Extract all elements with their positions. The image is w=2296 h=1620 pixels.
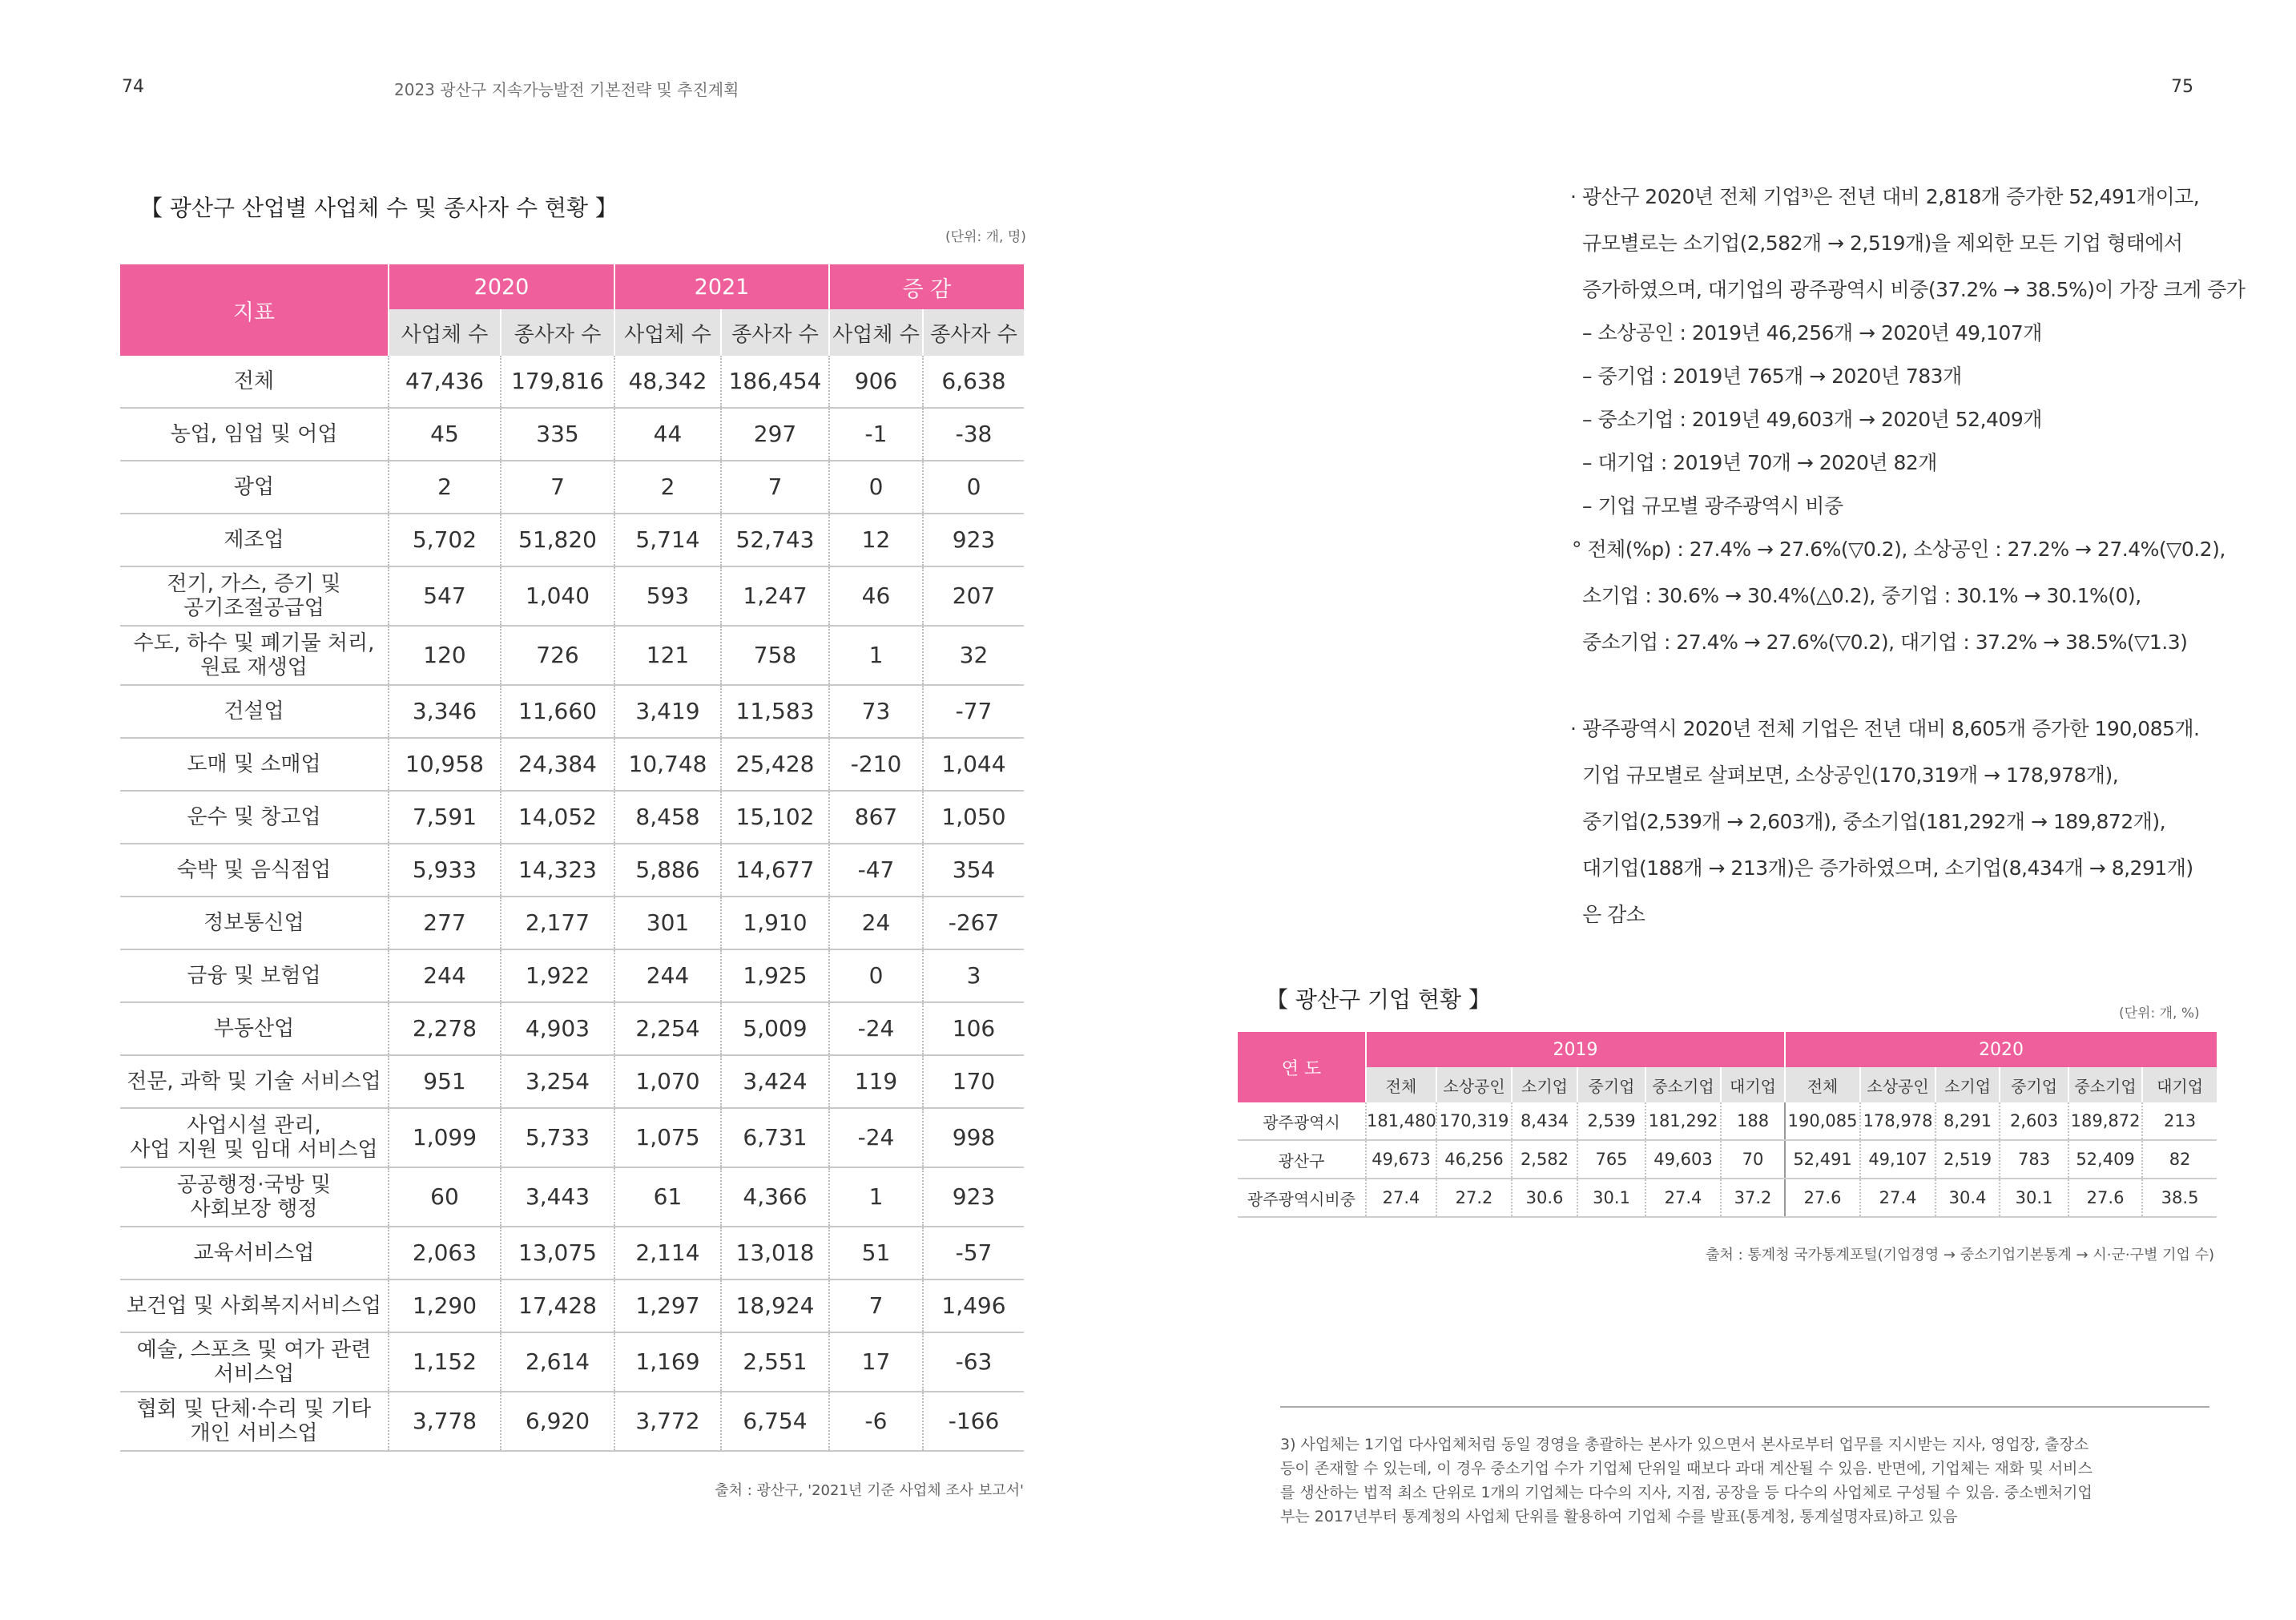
left-table-title: 【 광산구 산업별 사업체 수 및 종사자 수 현황 】 xyxy=(140,195,618,221)
subheader-cell: 중소기업 xyxy=(1645,1067,1721,1102)
subheader-cell: 중소기업 xyxy=(2068,1067,2142,1102)
table-cell: 10,748 xyxy=(614,738,721,791)
row-label-line: 교육서비스업 xyxy=(193,1241,315,1265)
table-row xyxy=(120,738,1024,791)
header-year-2020: 2020 xyxy=(1785,1032,2217,1067)
table-cell: 244 xyxy=(389,949,501,1002)
table-cell: 27.2 xyxy=(1436,1179,1512,1217)
table-cell: 49,603 xyxy=(1645,1140,1721,1179)
table-cell: 867 xyxy=(829,791,923,844)
row-label xyxy=(120,408,389,461)
table-cell: 49,107 xyxy=(1860,1140,1935,1179)
table-cell: 593 xyxy=(614,566,721,626)
table-cell: 1,496 xyxy=(923,1279,1024,1332)
table-cell: 1 xyxy=(829,626,923,685)
text-line: 대기업(188개 → 213개)은 증가하였으며, 소기업(8,434개 → 8,291개) xyxy=(1582,856,2193,880)
subheader-cell: 사업체 수 xyxy=(614,309,721,356)
table-cell: 923 xyxy=(923,514,1024,566)
row-label xyxy=(120,566,389,626)
table-cell: 6,731 xyxy=(721,1108,829,1167)
table-cell: 244 xyxy=(614,949,721,1002)
table-cell: 1,169 xyxy=(614,1332,721,1392)
table-cell: -210 xyxy=(829,738,923,791)
subheader-cell: 종사자 수 xyxy=(923,309,1024,356)
table-cell: 14,323 xyxy=(501,844,614,897)
text-line: 소기업 : 30.6% → 30.4%(△0.2), 중기업 : 30.1% → 30.1%(0), xyxy=(1582,584,2141,607)
subheader-cell: 소기업 xyxy=(1935,1067,2000,1102)
table-cell: 951 xyxy=(389,1055,501,1108)
footnote-line: 부는 2017년부터 통계청의 사업체 단위를 활용하여 기업체 수를 발표(통계청, 통계설명자료)하고 있음 xyxy=(1280,1508,1958,1525)
table-cell: -77 xyxy=(923,685,1024,738)
table-cell: 46 xyxy=(829,566,923,626)
table-cell: 354 xyxy=(923,844,1024,897)
table-cell: 301 xyxy=(614,897,721,949)
header-year-2019: 2019 xyxy=(1366,1032,1785,1067)
table-row xyxy=(120,791,1024,844)
table-cell: 17 xyxy=(829,1332,923,1392)
row-label xyxy=(120,356,389,408)
row-label xyxy=(120,461,389,514)
table-cell: 14,052 xyxy=(501,791,614,844)
table-cell: 14,677 xyxy=(721,844,829,897)
left-table-source: 출처 : 광산구, '2021년 기준 사업체 조사 보고서' xyxy=(715,1482,1024,1499)
header-year-2020: 2020 xyxy=(389,264,614,309)
text-line: 은 감소 xyxy=(1582,903,1645,926)
row-label-line: 도매 및 소매업 xyxy=(187,752,321,776)
table-cell: -63 xyxy=(923,1332,1024,1392)
table-cell: 3,778 xyxy=(389,1392,501,1451)
subheader-cell: 종사자 수 xyxy=(721,309,829,356)
table-cell: 8,434 xyxy=(1512,1102,1577,1140)
table-row xyxy=(1238,1179,2217,1217)
table-row xyxy=(120,461,1024,514)
table-row xyxy=(120,949,1024,1002)
table-row xyxy=(120,1332,1024,1392)
subheader-cell: 중기업 xyxy=(2000,1067,2068,1102)
footnote-line: 를 생산하는 법적 최소 단위로 1개의 기업체는 다수의 지사, 지점, 공장을 등 다수의 사업체로 구성될 수 있음. 중소벤처기업 xyxy=(1280,1484,2093,1501)
subheader-cell: 사업체 수 xyxy=(829,309,923,356)
table-row xyxy=(120,685,1024,738)
row-label-line: 협회 및 단체·수리 및 기타 xyxy=(136,1397,372,1421)
table-cell: -47 xyxy=(829,844,923,897)
table-cell: 5,886 xyxy=(614,844,721,897)
table-cell: 3,419 xyxy=(614,685,721,738)
subheader-cell: 대기업 xyxy=(2142,1067,2217,1102)
table-cell: 12 xyxy=(829,514,923,566)
table-row xyxy=(120,844,1024,897)
table-cell: 0 xyxy=(923,461,1024,514)
table-cell: 82 xyxy=(2142,1140,2217,1179)
table-cell: 5,733 xyxy=(501,1108,614,1167)
table-row xyxy=(120,1392,1024,1451)
row-label xyxy=(120,738,389,791)
header-year-2021: 2021 xyxy=(614,264,829,309)
text-line: 중소기업 : 27.4% → 27.6%(▽0.2), 대기업 : 37.2% → 38.5%(▽1.3) xyxy=(1582,631,2188,654)
table-cell: 189,872 xyxy=(2068,1102,2142,1140)
row-label-line: 서비스업 xyxy=(213,1362,295,1386)
row-label-line: 사업시설 관리, xyxy=(187,1114,321,1138)
subheader-cell: 소상공인 xyxy=(1436,1067,1512,1102)
row-label-line: 공기조절공급업 xyxy=(183,596,324,620)
table-cell: 52,743 xyxy=(721,514,829,566)
text-line: – 중소기업 : 2019년 49,603개 → 2020년 52,409개 xyxy=(1582,408,2042,431)
table-cell: 1,925 xyxy=(721,949,829,1002)
table-cell: -38 xyxy=(923,408,1024,461)
table-row xyxy=(120,897,1024,949)
table-cell: 120 xyxy=(389,626,501,685)
table-cell: 6,754 xyxy=(721,1392,829,1451)
subheader-cell: 소상공인 xyxy=(1860,1067,1935,1102)
table-cell: 2,114 xyxy=(614,1227,721,1279)
table-cell: 51,820 xyxy=(501,514,614,566)
text-line: – 소상공인 : 2019년 46,256개 → 2020년 49,107개 xyxy=(1582,321,2042,345)
table-cell: 25,428 xyxy=(721,738,829,791)
table-row xyxy=(120,1002,1024,1055)
table-cell: 3,424 xyxy=(721,1055,829,1108)
table-cell: 207 xyxy=(923,566,1024,626)
table-cell: 44 xyxy=(614,408,721,461)
table-cell: 27.4 xyxy=(1860,1179,1935,1217)
table-cell: 13,018 xyxy=(721,1227,829,1279)
header-year-label: 연 도 xyxy=(1238,1032,1366,1102)
row-label-line: 농업, 임업 및 어업 xyxy=(170,422,338,446)
table-cell: 213 xyxy=(2142,1102,2217,1140)
row-label-line: 공공행정·국방 및 xyxy=(176,1173,332,1197)
table-row xyxy=(120,626,1024,685)
table-cell: 61 xyxy=(614,1167,721,1227)
table-cell: 1 xyxy=(829,1167,923,1227)
table-cell: 3,254 xyxy=(501,1055,614,1108)
table-cell: 277 xyxy=(389,897,501,949)
footnote-line: 등이 존재할 수 있는데, 이 경우 중소기업 수가 기업체 단위일 때보다 과대 계산될 수 있음. 반면에, 기업체는 재화 및 서비스 xyxy=(1280,1460,2093,1477)
table-cell: 5,702 xyxy=(389,514,501,566)
table-cell: 60 xyxy=(389,1167,501,1227)
table-cell: 1,050 xyxy=(923,791,1024,844)
table-cell: 188 xyxy=(1721,1102,1785,1140)
table-cell: 3,346 xyxy=(389,685,501,738)
row-label-line: 금융 및 보험업 xyxy=(187,964,321,988)
row-label xyxy=(120,1279,389,1332)
table-cell: 2,614 xyxy=(501,1332,614,1392)
right-table-unit: (단위: 개, %) xyxy=(2119,1005,2200,1022)
table-cell: 37.2 xyxy=(1721,1179,1785,1217)
subheader-cell: 중기업 xyxy=(1577,1067,1645,1102)
table-cell: 170 xyxy=(923,1055,1024,1108)
table-cell: 765 xyxy=(1577,1140,1645,1179)
table-cell: 181,292 xyxy=(1645,1102,1721,1140)
row-label xyxy=(120,1227,389,1279)
table-row xyxy=(120,566,1024,626)
table-cell: 38.5 xyxy=(2142,1179,2217,1217)
row-label-line: 보건업 및 사회복지서비스업 xyxy=(127,1294,381,1318)
subheader-cell: 사업체 수 xyxy=(389,309,501,356)
table-cell: 52,409 xyxy=(2068,1140,2142,1179)
table-cell: 1,922 xyxy=(501,949,614,1002)
table-cell: 186,454 xyxy=(721,356,829,408)
table-cell: 178,978 xyxy=(1860,1102,1935,1140)
table-cell: 923 xyxy=(923,1167,1024,1227)
industry-table xyxy=(120,264,1024,1452)
text-line: 규모별로는 소기업(2,582개 → 2,519개)을 제외한 모든 기업 형태에서 xyxy=(1582,232,2183,255)
table-cell: 70 xyxy=(1721,1140,1785,1179)
row-label xyxy=(120,1392,389,1451)
subheader-cell: 대기업 xyxy=(1721,1067,1785,1102)
table-cell: 7,591 xyxy=(389,791,501,844)
row-label: 광주광역시 xyxy=(1238,1102,1366,1140)
subheader-cell: 전체 xyxy=(1366,1067,1436,1102)
table-cell: 30.1 xyxy=(2000,1179,2068,1217)
table-cell: 1,075 xyxy=(614,1108,721,1167)
row-label-line: 전체 xyxy=(233,369,275,393)
text-line: 기업 규모별로 살펴보면, 소상공인(170,319개 → 178,978개), xyxy=(1582,764,2119,787)
table-cell: 179,816 xyxy=(501,356,614,408)
table-cell: 2,177 xyxy=(501,897,614,949)
text-line: 증가하였으며, 대기업의 광주광역시 비중(37.2% → 38.5%)이 가장 크게 증가 xyxy=(1582,278,2246,301)
table-cell: 48,342 xyxy=(614,356,721,408)
table-cell: 297 xyxy=(721,408,829,461)
row-label xyxy=(120,514,389,566)
table-cell: 170,319 xyxy=(1436,1102,1512,1140)
text-line: – 중기업 : 2019년 765개 → 2020년 783개 xyxy=(1582,365,1962,388)
table-cell: 27.4 xyxy=(1645,1179,1721,1217)
table-cell: 51 xyxy=(829,1227,923,1279)
left-table-unit: (단위: 개, 명) xyxy=(945,229,1026,245)
table-cell: 2,519 xyxy=(1935,1140,2000,1179)
row-label-line: 부동산업 xyxy=(213,1017,295,1041)
row-label xyxy=(120,1055,389,1108)
table-cell: -24 xyxy=(829,1108,923,1167)
table-cell: 18,924 xyxy=(721,1279,829,1332)
table-cell: 7 xyxy=(829,1279,923,1332)
table-cell: 7 xyxy=(721,461,829,514)
table-cell: 6,638 xyxy=(923,356,1024,408)
row-label-line: 운수 및 창고업 xyxy=(187,805,321,829)
table-cell: 49,673 xyxy=(1366,1140,1436,1179)
footnote-divider xyxy=(1280,1406,2209,1408)
table-cell: 335 xyxy=(501,408,614,461)
table-cell: -6 xyxy=(829,1392,923,1451)
table-cell: 2,063 xyxy=(389,1227,501,1279)
table-cell: -267 xyxy=(923,897,1024,949)
table-cell: 906 xyxy=(829,356,923,408)
row-label-line: 원료 재생업 xyxy=(200,655,308,679)
table-cell: 52,491 xyxy=(1785,1140,1860,1179)
table-cell: 726 xyxy=(501,626,614,685)
text-line: ° 전체(%p) : 27.4% → 27.6%(▽0.2), 소상공인 : 27.2% → 27.4%(▽0.2), xyxy=(1572,538,2226,561)
table-row xyxy=(1238,1140,2217,1179)
row-label-line: 전문, 과학 및 기술 서비스업 xyxy=(127,1070,381,1094)
text-line: · 광산구 2020년 전체 기업³⁾은 전년 대비 2,818개 증가한 52,491개이고, xyxy=(1570,185,2200,208)
row-label xyxy=(120,844,389,897)
table-cell: 13,075 xyxy=(501,1227,614,1279)
row-label-line: 예술, 스포츠 및 여가 관련 xyxy=(136,1338,372,1362)
table-cell: 17,428 xyxy=(501,1279,614,1332)
subheader-cell: 종사자 수 xyxy=(501,309,614,356)
table-cell: 2,551 xyxy=(721,1332,829,1392)
table-row xyxy=(120,408,1024,461)
row-label: 광주광역시비중 xyxy=(1238,1179,1366,1217)
table-cell: 6,920 xyxy=(501,1392,614,1451)
table-cell: 2,603 xyxy=(2000,1102,2068,1140)
row-label xyxy=(120,791,389,844)
subheader-cell: 소기업 xyxy=(1512,1067,1577,1102)
row-label xyxy=(120,1332,389,1392)
table-cell: 27.4 xyxy=(1366,1179,1436,1217)
table-row xyxy=(120,514,1024,566)
table-cell: 30.1 xyxy=(1577,1179,1645,1217)
table-cell: 4,903 xyxy=(501,1002,614,1055)
row-label xyxy=(120,626,389,685)
table-cell: 30.6 xyxy=(1512,1179,1577,1217)
table-cell: 24,384 xyxy=(501,738,614,791)
table-cell: 27.6 xyxy=(2068,1179,2142,1217)
table-cell: 0 xyxy=(829,461,923,514)
enterprise-table xyxy=(1238,1032,2217,1218)
row-label-line: 수도, 하수 및 폐기물 처리, xyxy=(133,631,375,655)
table-cell: 2 xyxy=(389,461,501,514)
row-label-line: 전기, 가스, 증기 및 xyxy=(167,572,341,596)
running-title: 2023 광산구 지속가능발전 기본전략 및 추진계획 xyxy=(394,80,739,99)
row-label-line: 사업 지원 및 임대 서비스업 xyxy=(130,1138,378,1162)
text-line: · 광주광역시 2020년 전체 기업은 전년 대비 8,605개 증가한 190,085개. xyxy=(1570,717,2200,740)
table-cell: 47,436 xyxy=(389,356,501,408)
row-label-line: 제조업 xyxy=(224,528,284,552)
table-cell: 2,254 xyxy=(614,1002,721,1055)
table-cell: 121 xyxy=(614,626,721,685)
footnote-line: 3) 사업체는 1기업 다사업체처럼 동일 경영을 총괄하는 본사가 있으면서 본사로부터 업무를 지시받는 지사, 영업장, 출장소 xyxy=(1280,1436,2089,1453)
table-cell: 106 xyxy=(923,1002,1024,1055)
table-row xyxy=(120,1227,1024,1279)
table-cell: 73 xyxy=(829,685,923,738)
table-cell: 5,714 xyxy=(614,514,721,566)
table-cell: -24 xyxy=(829,1002,923,1055)
table-cell: 1,099 xyxy=(389,1108,501,1167)
text-line: 중기업(2,539개 → 2,603개), 중소기업(181,292개 → 189,872개), xyxy=(1582,810,2166,833)
table-cell: 1,040 xyxy=(501,566,614,626)
table-cell: 2 xyxy=(614,461,721,514)
table-cell: 4,366 xyxy=(721,1167,829,1227)
table-cell: 3,443 xyxy=(501,1167,614,1227)
table-cell: 8,458 xyxy=(614,791,721,844)
table-cell: -166 xyxy=(923,1392,1024,1451)
table-cell: 1,070 xyxy=(614,1055,721,1108)
row-label xyxy=(120,897,389,949)
table-row xyxy=(120,1055,1024,1108)
subheader-cell: 전체 xyxy=(1785,1067,1860,1102)
row-label-line: 정보통신업 xyxy=(203,911,304,935)
text-line: – 기업 규모별 광주광역시 비중 xyxy=(1582,494,1843,518)
header-indicator: 지표 xyxy=(120,264,389,356)
table-cell: 547 xyxy=(389,566,501,626)
table-cell: 3 xyxy=(923,949,1024,1002)
table-cell: 1,297 xyxy=(614,1279,721,1332)
table-row xyxy=(120,1167,1024,1227)
table-cell: 8,291 xyxy=(1935,1102,2000,1140)
table-cell: 758 xyxy=(721,626,829,685)
table-row xyxy=(120,1279,1024,1332)
table-cell: 5,009 xyxy=(721,1002,829,1055)
row-label xyxy=(120,949,389,1002)
table-cell: 27.6 xyxy=(1785,1179,1860,1217)
table-cell: 998 xyxy=(923,1108,1024,1167)
table-cell: 45 xyxy=(389,408,501,461)
table-cell: 1,247 xyxy=(721,566,829,626)
table-cell: 3,772 xyxy=(614,1392,721,1451)
right-page-number: 75 xyxy=(2171,77,2193,97)
table-cell: 2,278 xyxy=(389,1002,501,1055)
right-table-title: 【 광산구 기업 현황 】 xyxy=(1266,986,1491,1013)
row-label: 광산구 xyxy=(1238,1140,1366,1179)
table-cell: 7 xyxy=(501,461,614,514)
row-label xyxy=(120,1002,389,1055)
row-label xyxy=(120,685,389,738)
table-cell: 1,910 xyxy=(721,897,829,949)
row-label-line: 광업 xyxy=(233,475,275,499)
row-label-line: 사회보장 행정 xyxy=(190,1197,318,1221)
header-change: 증 감 xyxy=(829,264,1024,309)
table-cell: 1,152 xyxy=(389,1332,501,1392)
table-cell: -57 xyxy=(923,1227,1024,1279)
table-cell: 32 xyxy=(923,626,1024,685)
row-label-line: 숙박 및 음식점업 xyxy=(176,858,332,882)
right-table-source: 출처 : 통계청 국가통계포털(기업경영 → 중소기업기본통계 → 시·군·구별 기업 수) xyxy=(1706,1247,2214,1263)
table-cell: 46,256 xyxy=(1436,1140,1512,1179)
table-cell: -1 xyxy=(829,408,923,461)
table-cell: 181,480 xyxy=(1366,1102,1436,1140)
table-cell: 2,582 xyxy=(1512,1140,1577,1179)
text-line: – 대기업 : 2019년 70개 → 2020년 82개 xyxy=(1582,451,1937,474)
table-cell: 2,539 xyxy=(1577,1102,1645,1140)
table-cell: 24 xyxy=(829,897,923,949)
table-cell: 10,958 xyxy=(389,738,501,791)
table-cell: 190,085 xyxy=(1785,1102,1860,1140)
table-cell: 0 xyxy=(829,949,923,1002)
table-row xyxy=(120,1108,1024,1167)
table-cell: 11,583 xyxy=(721,685,829,738)
row-label-line: 개인 서비스업 xyxy=(190,1421,318,1445)
table-cell: 1,290 xyxy=(389,1279,501,1332)
table-cell: 15,102 xyxy=(721,791,829,844)
row-label xyxy=(120,1108,389,1167)
table-cell: 30.4 xyxy=(1935,1179,2000,1217)
table-row xyxy=(120,356,1024,408)
table-cell: 1,044 xyxy=(923,738,1024,791)
left-page-number: 74 xyxy=(122,77,144,97)
table-cell: 783 xyxy=(2000,1140,2068,1179)
row-label-line: 건설업 xyxy=(224,699,284,723)
table-cell: 11,660 xyxy=(501,685,614,738)
table-row xyxy=(1238,1102,2217,1140)
table-cell: 5,933 xyxy=(389,844,501,897)
row-label xyxy=(120,1167,389,1227)
table-cell: 119 xyxy=(829,1055,923,1108)
